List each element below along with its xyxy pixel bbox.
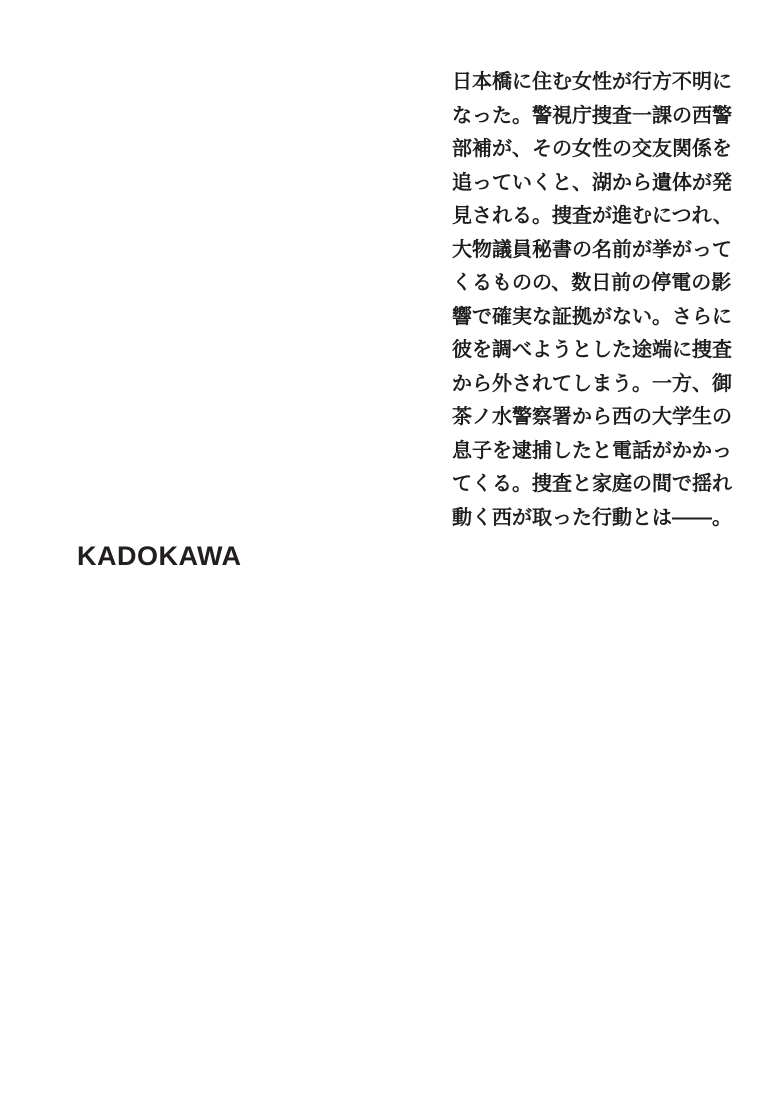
synopsis-line: てくる。捜査と家庭の間で揺れ (452, 473, 732, 495)
kadokawa-logo: KADOKAWA (77, 541, 242, 571)
synopsis-line: 響で確実な証拠がない。さらに (452, 305, 732, 328)
synopsis-line: 追っていくと、湖から遺体が発 (452, 171, 732, 194)
synopsis-line: 部補が、その女性の交友関係を (452, 138, 732, 160)
synopsis-line: くるものの、数日前の停電の影 (452, 272, 732, 294)
synopsis-line: 大物議員秘書の名前が挙がって (452, 238, 732, 261)
synopsis-line: 彼を調べようとした途端に捜査 (452, 339, 732, 361)
synopsis-line: 日本橋に住む女性が行方不明に (452, 71, 732, 93)
synopsis-line: 息子を逮捕したと電話がかかっ (452, 439, 732, 462)
synopsis-line: 動く西が取った行動とは――。 (452, 506, 732, 529)
synopsis-paragraph (452, 66, 742, 535)
synopsis-line: から外されてしまう。一方、御 (452, 372, 732, 395)
synopsis-line: なった。警視庁捜査一課の西警 (452, 104, 732, 127)
synopsis-line: 見される。捜査が進むにつれ、 (452, 205, 733, 227)
synopsis-line: 茶ノ水警察署から西の大学生の (452, 406, 732, 428)
